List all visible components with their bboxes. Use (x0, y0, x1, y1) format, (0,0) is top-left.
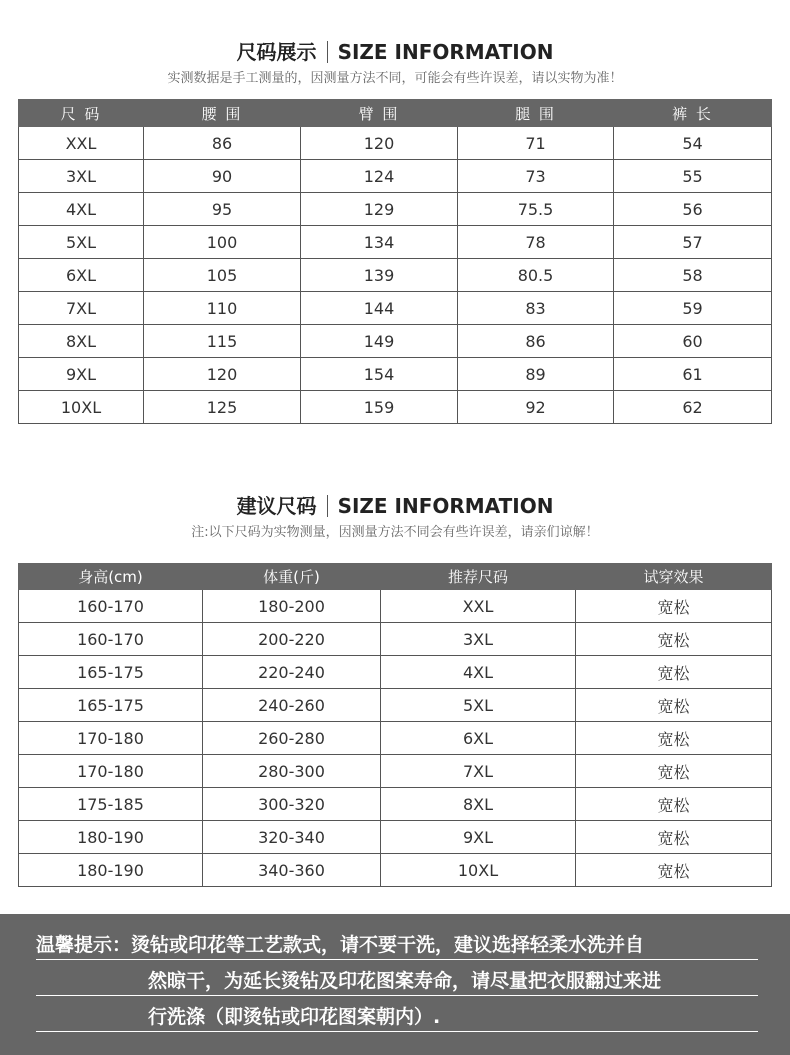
table-header-row (19, 100, 772, 127)
table-cell: 71 (458, 127, 614, 160)
table-cell: 300-320 (203, 788, 381, 821)
table-cell: 10XL (381, 854, 576, 887)
table-cell: 5XL (381, 689, 576, 722)
table-cell: 200-220 (203, 623, 381, 656)
table-cell: 180-190 (19, 821, 203, 854)
table-cell: 4XL (381, 656, 576, 689)
table-cell: 宽松 (576, 656, 772, 689)
title-divider (327, 495, 328, 517)
table-cell: XXL (19, 127, 144, 160)
table-cell: 125 (144, 391, 301, 424)
notice-line-3 (36, 1002, 758, 1032)
size-info-title-cn: 尺码展示 (236, 40, 317, 64)
table-cell: 110 (144, 292, 301, 325)
table-row (19, 292, 772, 325)
column-header: 试穿效果 (576, 564, 772, 590)
table-cell: 160-170 (19, 590, 203, 623)
column-header: 尺 码 (19, 100, 144, 127)
size-advice-title-cn: 建议尺码 (236, 494, 317, 518)
size-info-title-en: SIZE INFORMATION (337, 40, 554, 64)
table-cell: 宽松 (576, 821, 772, 854)
table-cell: 165-175 (19, 689, 203, 722)
table-cell: 58 (614, 259, 772, 292)
table-row (19, 788, 772, 821)
table-cell: 83 (458, 292, 614, 325)
table-cell: 139 (301, 259, 458, 292)
size-advice-title-en: SIZE INFORMATION (337, 494, 554, 518)
table-row (19, 160, 772, 193)
table-cell: 7XL (19, 292, 144, 325)
table-cell: 220-240 (203, 656, 381, 689)
table-cell: 宽松 (576, 788, 772, 821)
table-cell: 320-340 (203, 821, 381, 854)
table-cell: 86 (458, 325, 614, 358)
table-cell: 129 (301, 193, 458, 226)
table-cell: 180-200 (203, 590, 381, 623)
table-row (19, 325, 772, 358)
table-header-row (19, 564, 772, 590)
table-cell: 134 (301, 226, 458, 259)
size-info-subtitle: 实测数据是手工测量的，因测量方法不同，可能会有些许误差，请以实物为准！ (167, 71, 623, 86)
column-header: 腰 围 (144, 100, 301, 127)
table-row (19, 193, 772, 226)
column-header: 推荐尺码 (381, 564, 576, 590)
table-cell: 260-280 (203, 722, 381, 755)
table-row (19, 854, 772, 887)
notice-line-1: 温馨提示：烫钻或印花等工艺款式，请不要干洗，建议选择轻柔水洗并自 (36, 930, 758, 960)
table-cell: 120 (301, 127, 458, 160)
table-row (19, 226, 772, 259)
table-row (19, 689, 772, 722)
table-cell: 86 (144, 127, 301, 160)
table-cell: 115 (144, 325, 301, 358)
table-cell: 340-360 (203, 854, 381, 887)
table-cell: 9XL (381, 821, 576, 854)
table-cell: 宽松 (576, 854, 772, 887)
table-cell: 75.5 (458, 193, 614, 226)
table-cell: 9XL (19, 358, 144, 391)
table-cell: 144 (301, 292, 458, 325)
table-cell: 宽松 (576, 623, 772, 656)
size-info-table (18, 99, 772, 424)
table-cell: 154 (301, 358, 458, 391)
table-cell: 54 (614, 127, 772, 160)
table-cell: 240-260 (203, 689, 381, 722)
table-cell: 105 (144, 259, 301, 292)
table-row (19, 259, 772, 292)
table-cell: 8XL (381, 788, 576, 821)
title-divider (327, 41, 328, 63)
column-header: 裤 长 (614, 100, 772, 127)
table-cell: 159 (301, 391, 458, 424)
size-advice-title (0, 490, 790, 519)
table-row (19, 821, 772, 854)
table-row (19, 127, 772, 160)
notice-line-2 (36, 966, 758, 996)
column-header: 腿 围 (458, 100, 614, 127)
table-cell: 宽松 (576, 722, 772, 755)
table-cell: 160-170 (19, 623, 203, 656)
table-cell: 170-180 (19, 755, 203, 788)
table-cell: 8XL (19, 325, 144, 358)
table-row (19, 656, 772, 689)
table-cell: 120 (144, 358, 301, 391)
table-cell: 55 (614, 160, 772, 193)
table-cell: 92 (458, 391, 614, 424)
table-cell: 170-180 (19, 722, 203, 755)
table-cell: 3XL (19, 160, 144, 193)
table-cell: 62 (614, 391, 772, 424)
table-cell: 宽松 (576, 590, 772, 623)
table-cell: 80.5 (458, 259, 614, 292)
table-cell: 56 (614, 193, 772, 226)
table-row (19, 590, 772, 623)
table-cell: 57 (614, 226, 772, 259)
table-cell: 59 (614, 292, 772, 325)
notice-line-3-text: 行洗涤（即烫钻或印花图案朝内）. (148, 1006, 441, 1028)
table-cell: 280-300 (203, 755, 381, 788)
care-notice (0, 914, 790, 1055)
table-cell: 61 (614, 358, 772, 391)
table-cell: 89 (458, 358, 614, 391)
notice-line-2-text: 然晾干，为延长烫钻及印花图案寿命，请尽量把衣服翻过来进 (148, 970, 662, 992)
table-cell: 6XL (19, 259, 144, 292)
table-cell: 6XL (381, 722, 576, 755)
table-cell: 5XL (19, 226, 144, 259)
table-cell: 78 (458, 226, 614, 259)
table-cell: XXL (381, 590, 576, 623)
table-cell: 175-185 (19, 788, 203, 821)
size-advice-subtitle: 注:以下尺码为实物测量，因测量方法不同会有些许误差，请亲们谅解！ (191, 525, 599, 540)
column-header: 身高(cm) (19, 564, 203, 590)
table-row (19, 391, 772, 424)
column-header: 臂 围 (301, 100, 458, 127)
table-cell: 宽松 (576, 689, 772, 722)
table-cell: 7XL (381, 755, 576, 788)
size-info-title (0, 36, 790, 65)
table-cell: 3XL (381, 623, 576, 656)
table-cell: 124 (301, 160, 458, 193)
table-cell: 100 (144, 226, 301, 259)
table-cell: 73 (458, 160, 614, 193)
column-header: 体重(斤) (203, 564, 381, 590)
table-row (19, 722, 772, 755)
table-cell: 180-190 (19, 854, 203, 887)
table-row (19, 358, 772, 391)
table-row (19, 623, 772, 656)
table-cell: 宽松 (576, 755, 772, 788)
table-cell: 95 (144, 193, 301, 226)
table-cell: 4XL (19, 193, 144, 226)
table-cell: 165-175 (19, 656, 203, 689)
size-advice-table (18, 563, 772, 887)
table-cell: 60 (614, 325, 772, 358)
table-cell: 10XL (19, 391, 144, 424)
table-cell: 149 (301, 325, 458, 358)
table-cell: 90 (144, 160, 301, 193)
table-row (19, 755, 772, 788)
